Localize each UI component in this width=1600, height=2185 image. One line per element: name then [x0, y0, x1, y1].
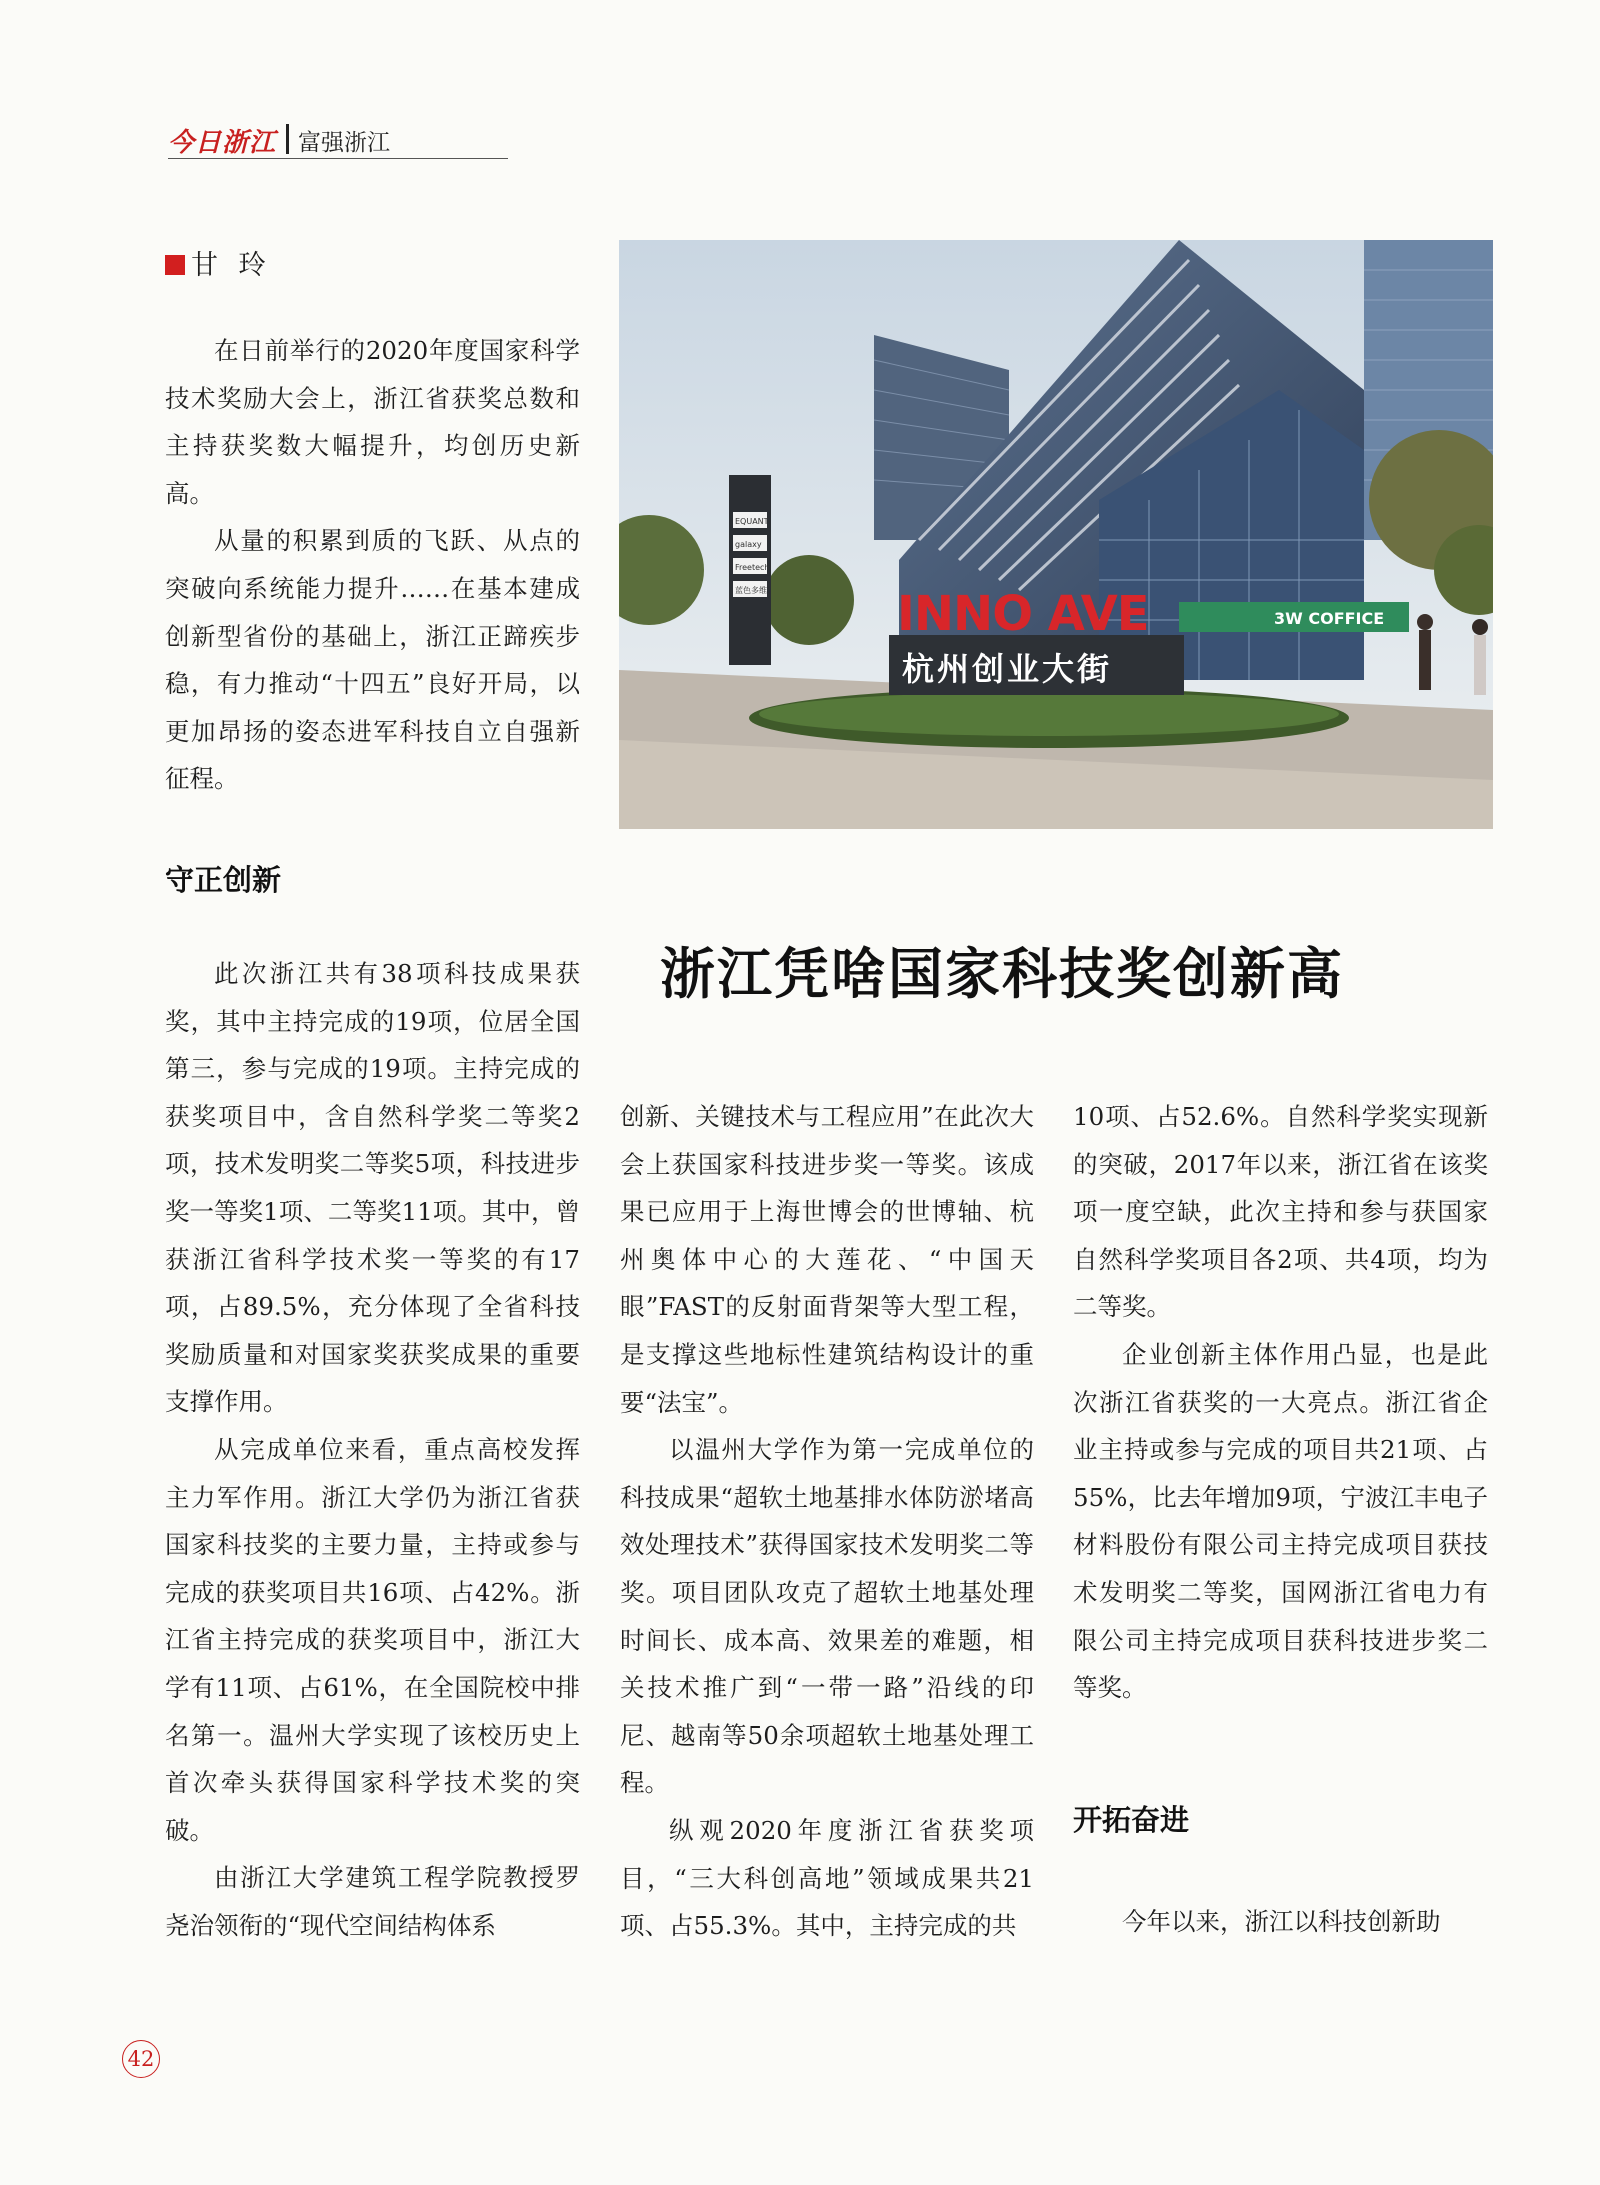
col2-paragraph-1: 创新、关键技术与工程应用”在此次大会上获国家科技进步奖一等奖。该成果已应用于上海世博会的世博轴、杭州奥体中心的大莲花、“中国天眼”FAST的反射面背架等大型工程，是支撑这些地标性建筑结构设计的重要“法宝”。: [620, 1102, 1034, 1417]
col1-paragraph-3: 由浙江大学建筑工程学院教授罗尧治领衔的“现代空间结构体系: [165, 1863, 580, 1940]
hangzhou-chuangye-sign: 杭州创业大街: [902, 650, 1113, 688]
column-1-body: [165, 950, 580, 1949]
pylon-label: Freetech: [735, 563, 770, 572]
article-headline: 浙江凭啥国家科技奖创新高: [660, 941, 1345, 1006]
intro-paragraph-1: 在日前举行的2020年度国家科学技术奖励大会上，浙江省获奖总数和主持获奖数大幅提升，均创历史新高。: [165, 336, 580, 508]
pylon-label: galaxy: [735, 540, 762, 549]
author-byline: [165, 243, 272, 282]
col2-paragraph-3: 纵观2020年度浙江省获奖项目，“三大科创高地”领域成果共21项、占55.3%。其中，主持完成的共: [620, 1815, 1034, 1941]
column-3-tail: [1073, 1898, 1488, 1946]
col3-paragraph-1: 10项、占52.6%。自然科学奖实现新的突破，2017年以来，浙江省在该奖项一度空缺，此次主持和参与获国家自然科学奖项目各2项、共4项，均为二等奖。: [1073, 1102, 1488, 1322]
street-photo-illustration: [619, 240, 1493, 829]
hero-photo: [619, 240, 1493, 829]
page-header: [168, 120, 508, 159]
col1-paragraph-2: 从完成单位来看，重点高校发挥主力军作用。浙江大学仍为浙江省获国家科技奖的主要力量，主持或参与完成的获奖项目共16项、占42%。浙江省主持完成的获奖项目中，浙江大学有11项、占61%，在全国院校中排名第一。温州大学实现了该校历史上首次牵头获得国家科学技术奖的突破。: [165, 1434, 580, 1845]
column-3-body: [1073, 1093, 1488, 1712]
section-name: 富强浙江: [298, 130, 390, 156]
pylon-label: 蓝色多维: [735, 586, 767, 595]
header-divider: [286, 124, 289, 154]
intro-paragraph-2: 从量的积累到质的飞跃、从点的突破向系统能力提升……在基本建成创新型省份的基础上，浙江正蹄疾步稳，有力推动“十四五”良好开局，以更加昂扬的姿态进军科技自立自强新征程。: [165, 526, 580, 794]
shop-sign-text: 3W COFFICE: [1274, 609, 1385, 628]
pylon-label: EQUANT: [735, 517, 769, 526]
column-2-body: [620, 1093, 1034, 1950]
col2-paragraph-2: 以温州大学作为第一完成单位的科技成果“超软土地基排水体防淤堵高效处理技术”获得国家技术发明奖二等奖。项目团队攻克了超软土地基处理时间长、成本高、效果差的难题，相关技术推广到“一带一路”沿线的印尼、越南等50余项超软土地基处理工程。: [620, 1435, 1034, 1798]
author-name: 甘 玲: [191, 250, 272, 281]
inno-ave-sign: INNO AVE: [897, 586, 1149, 642]
col1-paragraph-1: 此次浙江共有38项科技成果获奖，其中主持完成的19项，位居全国第三，参与完成的19项。主持完成的获奖项目中，含自然科学奖二等奖2项，技术发明奖二等奖5项，科技进步奖一等奖1项、二等奖11项。其中，曾获浙江省科学技术奖一等奖的有17项，占89.5%，充分体现了全省科技奖励质量和对国家奖获奖成果的重要支撑作用。: [165, 959, 580, 1417]
subhead-kaituo: 开拓奋进: [1073, 1803, 1190, 1837]
magazine-logo: 今日浙江: [168, 128, 277, 158]
page-number: 42: [122, 2040, 160, 2078]
col3-tail-paragraph: 今年以来，浙江以科技创新助: [1122, 1907, 1441, 1936]
col3-paragraph-2: 企业创新主体作用凸显，也是此次浙江省获奖的一大亮点。浙江省企业主持或参与完成的项目共21项、占55%，比去年增加9项，宁波江丰电子材料股份有限公司主持完成项目获技术发明奖二等奖，国网浙江省电力有限公司主持完成项目获科技进步奖二等奖。: [1073, 1339, 1488, 1703]
subhead-shouzheng: 守正创新: [165, 863, 282, 897]
column-1-intro: [165, 327, 580, 803]
red-square-icon: [165, 255, 185, 275]
